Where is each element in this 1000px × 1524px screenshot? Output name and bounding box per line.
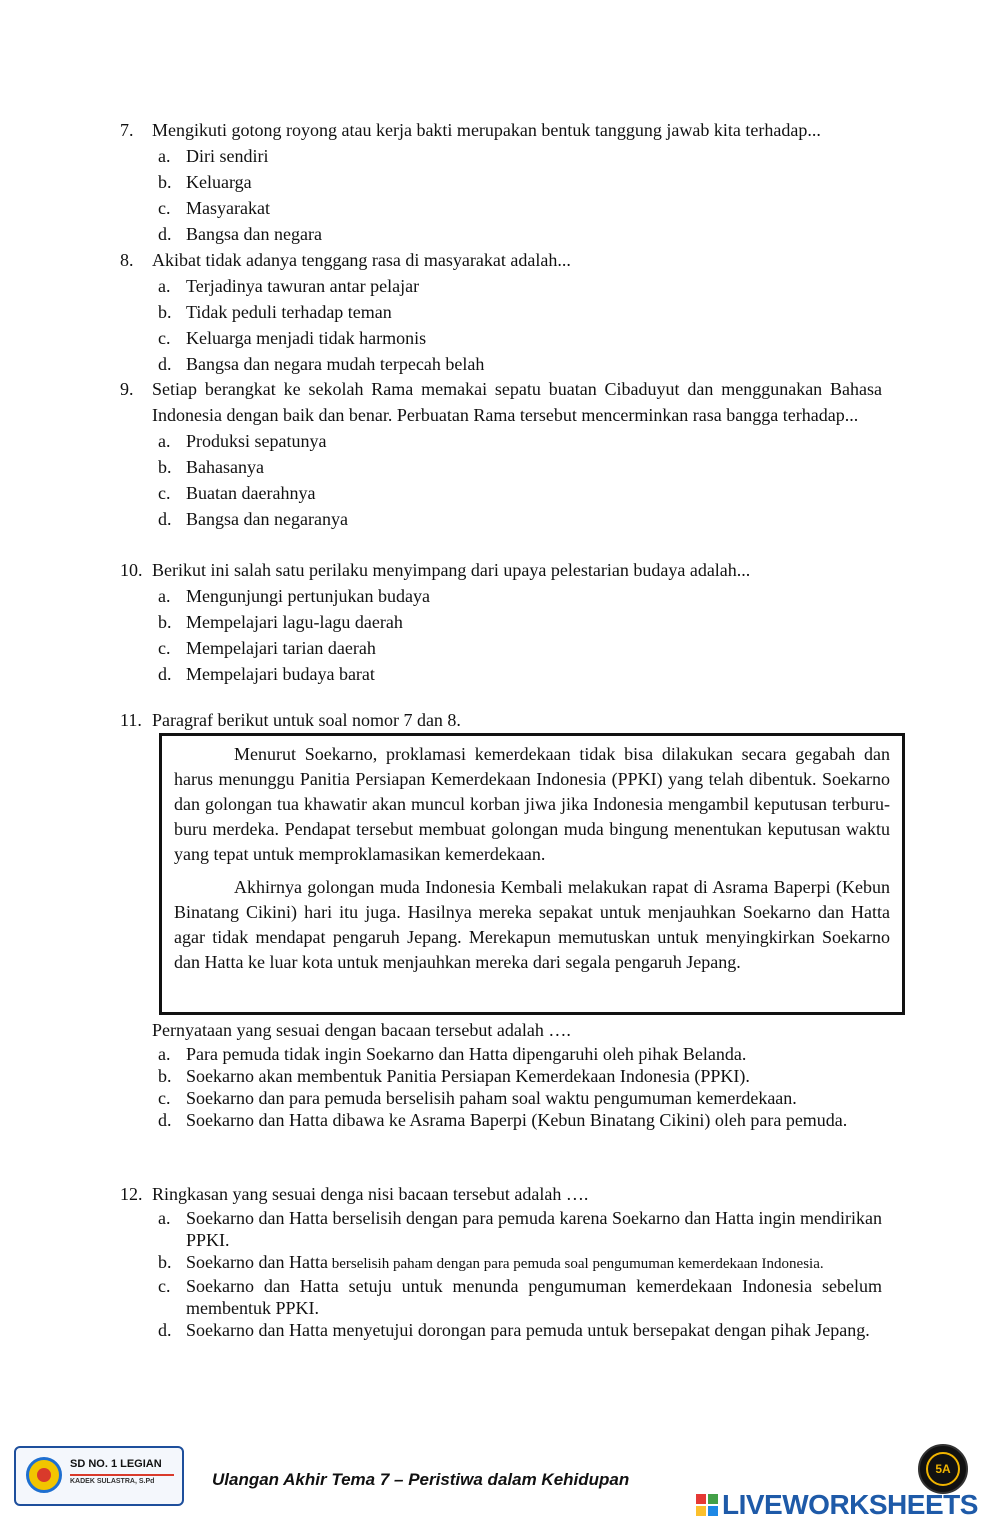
option-letter: b. <box>158 612 172 632</box>
option-text: Mempelajari lagu-lagu daerah <box>186 612 403 632</box>
option-text-small: berselisih paham dengan para pemuda soal pengumuman kemerdekaan Indonesia. <box>327 1256 824 1272</box>
option-letter: b. <box>158 1066 172 1086</box>
school-name: SD NO. 1 LEGIAN <box>70 1458 162 1470</box>
option-d[interactable] <box>152 1319 882 1341</box>
option-text: Bangsa dan negaranya <box>186 509 348 529</box>
option-text: Para pemuda tidak ingin Soekarno dan Hatta dipengaruhi oleh pihak Belanda. <box>186 1044 747 1064</box>
question-text: Mengikuti gotong royong atau kerja bakti merupakan bentuk tanggung jawab kita terhadap... <box>152 120 821 140</box>
option-text: Buatan daerahnya <box>186 483 316 503</box>
option-letter: a. <box>158 431 171 451</box>
school-teacher: KADEK SULASTRA, S.Pd <box>70 1478 155 1485</box>
option-d[interactable] <box>152 1109 882 1131</box>
option-letter: d. <box>158 224 172 244</box>
option-letter: d. <box>158 1320 172 1340</box>
option-a[interactable] <box>152 143 882 169</box>
question-10 <box>120 557 882 687</box>
option-text: Tidak peduli terhadap teman <box>186 302 392 322</box>
option-c[interactable] <box>152 325 882 351</box>
option-d[interactable] <box>152 221 882 247</box>
option-a[interactable] <box>152 273 882 299</box>
option-letter: a. <box>158 1044 171 1064</box>
option-letter: d. <box>158 1110 172 1130</box>
question-prompt: Pernyataan yang sesuai dengan bacaan tersebut adalah …. <box>152 1020 571 1040</box>
option-text: Soekarno dan Hatta berselisih dengan para pemuda karena Soekarno dan Hatta ingin mendirikan PPKI. <box>186 1208 882 1250</box>
option-text: Soekarno dan Hatta setuju untuk menunda pengumuman kemerdekaan Indonesia sebelum membentuk PPKI. <box>186 1276 882 1318</box>
question-11 <box>120 1017 882 1131</box>
option-text: Mempelajari tarian daerah <box>186 638 376 658</box>
option-c[interactable] <box>152 195 882 221</box>
question-text: Setiap berangkat ke sekolah Rama memakai sepatu buatan Cibaduyut dan menggunakan Bahasa Indonesia dengan baik dan benar. Perbuatan Rama tersebut mencerminkan rasa bangga terhadap... <box>152 379 882 425</box>
question-number: 7. <box>120 120 134 140</box>
option-text: Bangsa dan negara <box>186 224 322 244</box>
option-b[interactable] <box>152 1065 882 1087</box>
option-a[interactable] <box>152 583 882 609</box>
badge-text: 5A <box>926 1452 960 1486</box>
option-text: Soekarno akan membentuk Panitia Persiapan Kemerdekaan Indonesia (PPKI). <box>186 1066 750 1086</box>
option-letter: b. <box>158 172 172 192</box>
option-text: Mempelajari budaya barat <box>186 664 375 684</box>
divider <box>70 1474 174 1476</box>
reading-passage <box>159 733 905 1015</box>
option-text: Diri sendiri <box>186 146 269 166</box>
option-letter: b. <box>158 1252 172 1272</box>
option-text: Keluarga menjadi tidak harmonis <box>186 328 427 348</box>
question-text: Berikut ini salah satu perilaku menyimpang dari upaya pelestarian budaya adalah... <box>152 560 751 580</box>
option-letter: d. <box>158 509 172 529</box>
school-logo <box>14 1446 184 1506</box>
option-text: Masyarakat <box>186 198 270 218</box>
brand-text: LIVEWORKSHEETS <box>722 1489 978 1520</box>
option-letter: a. <box>158 146 171 166</box>
option-letter: a. <box>158 276 171 296</box>
option-b[interactable] <box>152 1251 882 1275</box>
option-a[interactable] <box>152 1207 882 1251</box>
question-number: 9. <box>120 379 134 399</box>
option-text: Soekarno dan Hatta menyetujui dorongan para pemuda untuk bersepakat dengan pihak Jepang. <box>186 1320 870 1340</box>
option-b[interactable] <box>152 609 882 635</box>
option-b[interactable] <box>152 299 882 325</box>
footer-title: Ulangan Akhir Tema 7 – Peristiwa dalam Kehidupan <box>212 1470 630 1489</box>
passage-paragraph-2: Akhirnya golongan muda Indonesia Kembali melakukan rapat di Asrama Baperpi (Kebun Binatang Cikini) hari itu juga. Hasilnya mereka sepakat untuk menjauhkan Soekarno dan Hatta agar tidak mendapat pengaruh Jepang. Merekapun memutuskan untuk menyingkirkan Soekarno dan Hatta ke luar kota untuk menjauhkan mereka dari segala pengaruh Jepang. <box>174 877 890 972</box>
option-b[interactable] <box>152 169 882 195</box>
option-letter: d. <box>158 354 172 374</box>
option-text: Produksi sepatunya <box>186 431 327 451</box>
question-number: 10. <box>120 560 143 580</box>
question-9 <box>120 376 882 532</box>
question-11-header <box>120 707 882 733</box>
option-c[interactable] <box>152 480 882 506</box>
question-number: 11. <box>120 710 142 730</box>
passage-paragraph-1: Menurut Soekarno, proklamasi kemerdekaan tidak bisa dilakukan secara gegabah dan harus menunggu Panitia Persiapan Kemerdekaan Indonesia (PPKI) yang telah dibentuk. Soekarno dan golongan tua khawatir akan muncul korban jiwa jika Indonesia mengambil keputusan terburu-buru merdeka. Pendapat tersebut membuat golongan muda bingung menentukan keputusan waktu yang tepat untuk memproklamasikan kemerdekaan. <box>174 744 890 864</box>
option-text: Mengunjungi pertunjukan budaya <box>186 586 430 606</box>
question-8 <box>120 247 882 377</box>
option-letter: b. <box>158 302 172 322</box>
option-text: Bangsa dan negara mudah terpecah belah <box>186 354 485 374</box>
option-text: Terjadinya tawuran antar pelajar <box>186 276 420 296</box>
question-text: Paragraf berikut untuk soal nomor 7 dan 8. <box>152 710 461 730</box>
option-letter: c. <box>158 483 171 503</box>
option-letter: a. <box>158 586 171 606</box>
option-letter: c. <box>158 638 171 658</box>
option-letter: c. <box>158 1088 171 1108</box>
option-c[interactable] <box>152 1087 882 1109</box>
option-a[interactable] <box>152 1043 882 1065</box>
option-letter: d. <box>158 664 172 684</box>
option-a[interactable] <box>152 428 882 454</box>
option-letter: c. <box>158 1276 171 1296</box>
class-badge-icon <box>918 1444 968 1494</box>
question-text: Akibat tidak adanya tenggang rasa di masyarakat adalah... <box>152 250 571 270</box>
question-text: Ringkasan yang sesuai denga nisi bacaan tersebut adalah …. <box>152 1184 589 1204</box>
question-number: 12. <box>120 1184 143 1204</box>
option-letter: c. <box>158 198 171 218</box>
option-text: Soekarno dan para pemuda berselisih paham soal waktu pengumuman kemerdekaan. <box>186 1088 797 1108</box>
option-text: Bahasanya <box>186 457 264 477</box>
option-d[interactable] <box>152 506 882 532</box>
option-b[interactable] <box>152 454 882 480</box>
question-7 <box>120 117 882 247</box>
question-number: 8. <box>120 250 134 270</box>
option-d[interactable] <box>152 661 882 687</box>
liveworksheets-icon <box>696 1494 718 1516</box>
option-letter: a. <box>158 1208 171 1228</box>
option-letter: b. <box>158 457 172 477</box>
option-c[interactable] <box>152 1275 882 1319</box>
option-d[interactable] <box>152 351 882 377</box>
school-emblem-icon <box>26 1457 62 1493</box>
liveworksheets-logo[interactable] <box>696 1488 978 1522</box>
option-text: Soekarno dan Hatta dibawa ke Asrama Baperpi (Kebun Binatang Cikini) oleh para pemuda. <box>186 1110 848 1130</box>
option-text: Soekarno dan Hatta <box>186 1252 328 1272</box>
question-12 <box>120 1181 882 1341</box>
option-c[interactable] <box>152 635 882 661</box>
option-letter: c. <box>158 328 171 348</box>
option-text: Keluarga <box>186 172 252 192</box>
